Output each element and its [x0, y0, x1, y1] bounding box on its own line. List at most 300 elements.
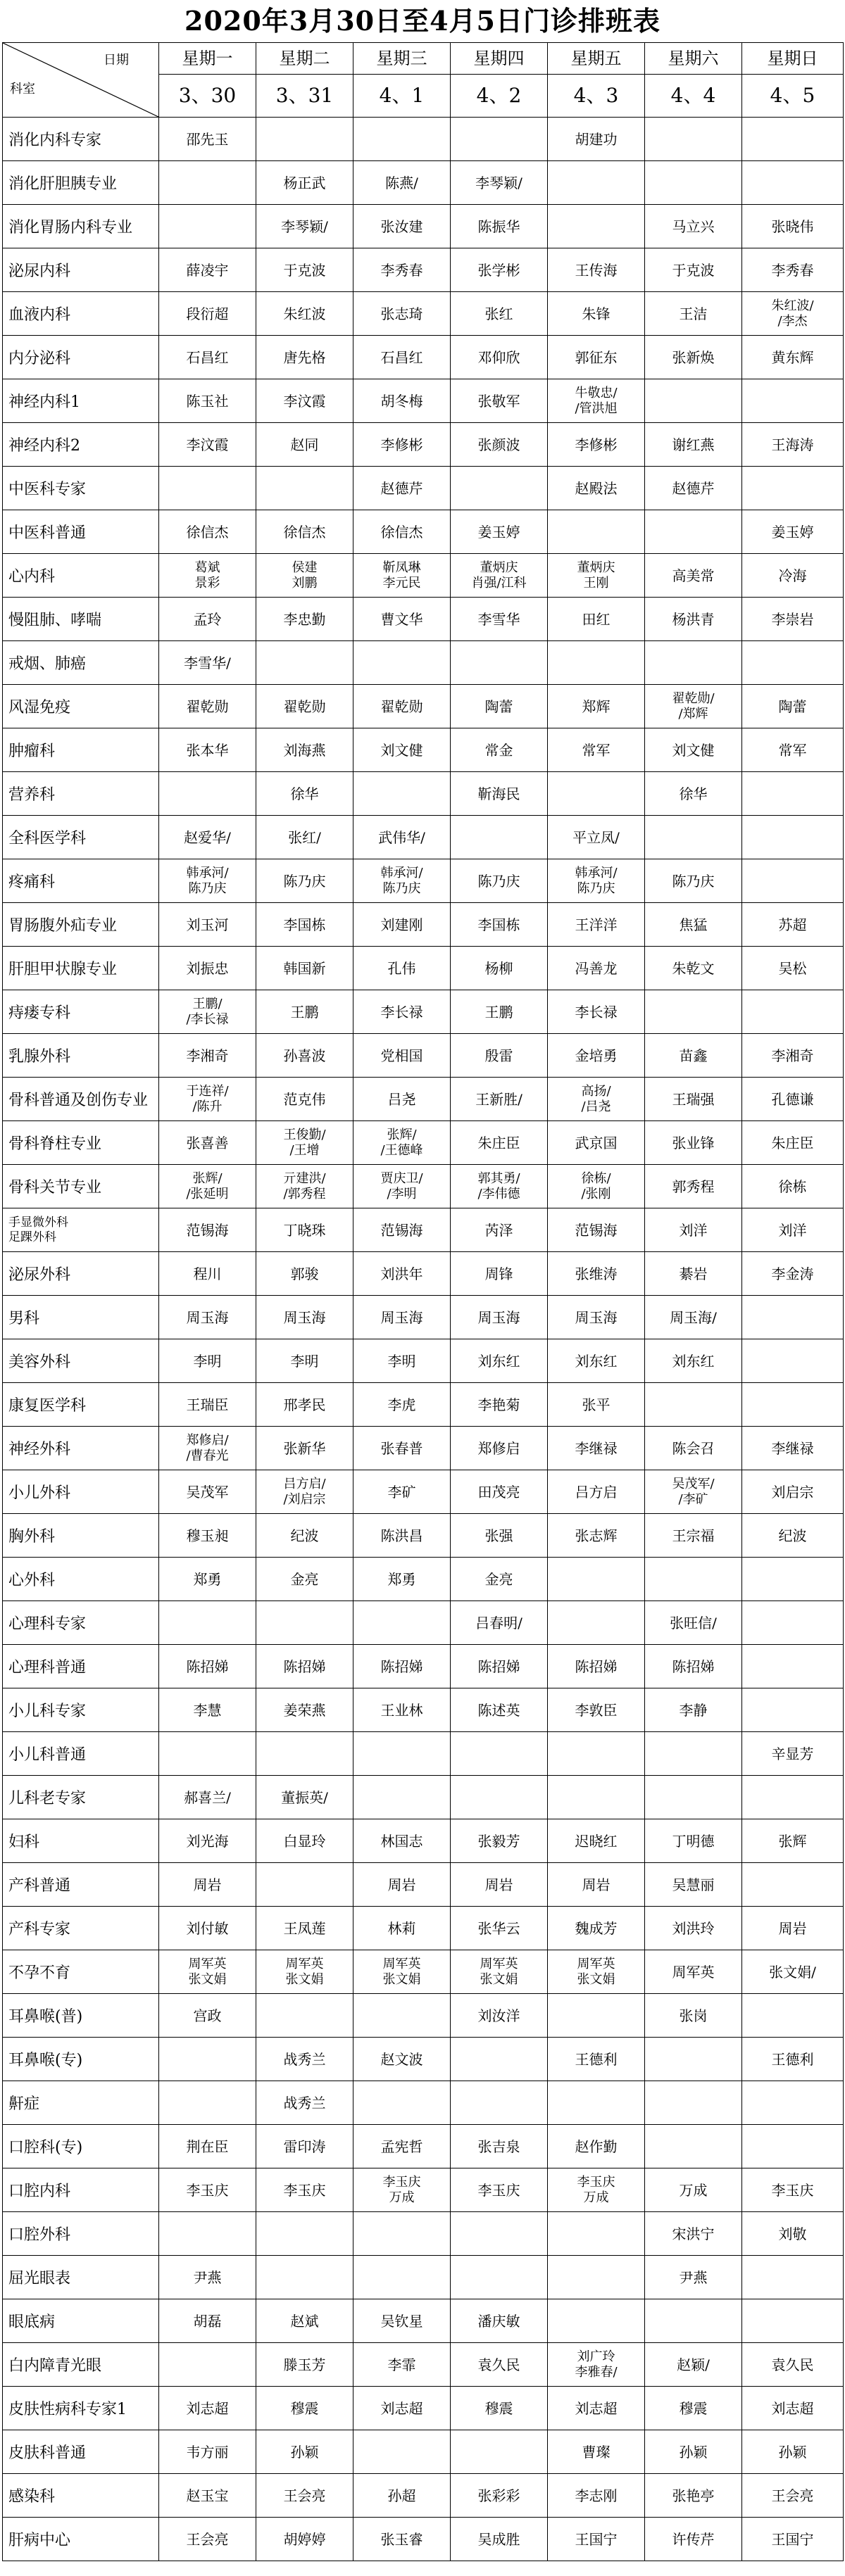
department-name: 神经内科2 — [3, 423, 159, 467]
doctor-cell: 谢红燕 — [645, 423, 742, 467]
doctor-cell: 于连祥/ /陈升 — [159, 1078, 256, 1121]
doctor-cell: 李玉庆 — [742, 2168, 844, 2212]
corner-dept-label: 科室 — [10, 82, 35, 96]
doctor-cell: 平立凤/ — [548, 816, 645, 859]
doctor-cell — [256, 1601, 353, 1645]
doctor-cell: 牛敬忠/ /管洪旭 — [548, 379, 645, 423]
doctor-cell — [645, 2299, 742, 2343]
doctor-cell — [645, 118, 742, 161]
doctor-cell — [645, 161, 742, 205]
doctor-cell: 李继禄 — [548, 1427, 645, 1470]
doctor-cell — [159, 2081, 256, 2125]
department-name: 产科普通 — [3, 1863, 159, 1907]
schedule-row — [3, 118, 844, 161]
department-name: 男科 — [3, 1296, 159, 1339]
doctor-cell — [353, 2081, 451, 2125]
doctor-cell: 王鹏 — [451, 990, 548, 1034]
doctor-cell — [742, 1339, 844, 1383]
doctor-cell — [742, 2125, 844, 2168]
doctor-cell: 金培勇 — [548, 1034, 645, 1078]
department-name: 戒烟、肺癌 — [3, 641, 159, 685]
doctor-cell: 孙颖 — [256, 2430, 353, 2474]
schedule-row — [3, 1994, 844, 2038]
doctor-cell: 李玉庆 万成 — [548, 2168, 645, 2212]
department-name: 营养科 — [3, 772, 159, 816]
doctor-cell: 段衍超 — [159, 292, 256, 336]
doctor-cell — [548, 2212, 645, 2256]
doctor-cell — [548, 641, 645, 685]
doctor-cell — [451, 118, 548, 161]
doctor-cell: 吴钦星 — [353, 2299, 451, 2343]
doctor-cell: 李雪华/ — [159, 641, 256, 685]
doctor-cell: 常军 — [742, 728, 844, 772]
doctor-cell: 刘洪玲 — [645, 1907, 742, 1950]
doctor-cell: 王会亮 — [159, 2518, 256, 2561]
corner-date-label: 日期 — [104, 53, 129, 68]
doctor-cell: 芮泽 — [451, 1208, 548, 1252]
doctor-cell: 王俊勤/ /王增 — [256, 1121, 353, 1165]
schedule-row — [3, 248, 844, 292]
schedule-row — [3, 947, 844, 990]
doctor-cell: 王国宁 — [548, 2518, 645, 2561]
doctor-cell — [645, 2038, 742, 2081]
schedule-body — [3, 118, 844, 2561]
doctor-cell: 亓建洪/ /郭秀程 — [256, 1165, 353, 1208]
doctor-cell — [353, 1776, 451, 1819]
doctor-cell: 林国志 — [353, 1819, 451, 1863]
doctor-cell: 孔德谦 — [742, 1078, 844, 1121]
doctor-cell: 刘文健 — [353, 728, 451, 772]
doctor-cell: 吴慧丽 — [645, 1863, 742, 1907]
doctor-cell: 王凤莲 — [256, 1907, 353, 1950]
doctor-cell: 刘汝洋 — [451, 1994, 548, 2038]
department-name: 不孕不育 — [3, 1950, 159, 1994]
doctor-cell: 殷雷 — [451, 1034, 548, 1078]
doctor-cell: 唐先格 — [256, 336, 353, 379]
doctor-cell: 陈乃庆 — [451, 859, 548, 903]
doctor-cell: 张玉睿 — [353, 2518, 451, 2561]
department-name: 心内科 — [3, 554, 159, 598]
doctor-cell: 李玉庆 — [256, 2168, 353, 2212]
doctor-cell: 周岩 — [353, 1863, 451, 1907]
doctor-cell: 吴成胜 — [451, 2518, 548, 2561]
doctor-cell: 杨柳 — [451, 947, 548, 990]
schedule-row — [3, 1819, 844, 1863]
department-name: 美容外科 — [3, 1339, 159, 1383]
doctor-cell — [451, 641, 548, 685]
department-name: 全科医学科 — [3, 816, 159, 859]
doctor-cell: 靳凤琳 李元民 — [353, 554, 451, 598]
department-name: 耳鼻喉(专) — [3, 2038, 159, 2081]
doctor-cell: 孙喜波 — [256, 1034, 353, 1078]
doctor-cell — [548, 1994, 645, 2038]
schedule-row — [3, 641, 844, 685]
schedule-row — [3, 1776, 844, 1819]
doctor-cell: 韩承河/ 陈乃庆 — [353, 859, 451, 903]
doctor-cell — [548, 205, 645, 248]
doctor-cell: 穆玉昶 — [159, 1514, 256, 1558]
department-name: 中医科专家 — [3, 467, 159, 510]
doctor-cell — [159, 1732, 256, 1776]
doctor-cell: 范锡海 — [353, 1208, 451, 1252]
doctor-cell: 刘东红 — [548, 1339, 645, 1383]
department-name: 痔瘘专科 — [3, 990, 159, 1034]
doctor-cell: 李秀春 — [353, 248, 451, 292]
schedule-row — [3, 336, 844, 379]
doctor-cell: 赵同 — [256, 423, 353, 467]
doctor-cell: 郑辉 — [548, 685, 645, 728]
doctor-cell: 侯建 刘鹏 — [256, 554, 353, 598]
doctor-cell: 徐信杰 — [353, 510, 451, 554]
schedule-row — [3, 205, 844, 248]
doctor-cell — [645, 2125, 742, 2168]
doctor-cell: 吴松 — [742, 947, 844, 990]
doctor-cell — [742, 772, 844, 816]
doctor-cell: 吕方启 — [548, 1470, 645, 1514]
doctor-cell — [159, 2343, 256, 2387]
doctor-cell — [353, 1994, 451, 2038]
doctor-cell: 穆震 — [645, 2387, 742, 2430]
schedule-row — [3, 161, 844, 205]
doctor-cell: 李秀春 — [742, 248, 844, 292]
doctor-cell: 刘志超 — [353, 2387, 451, 2430]
doctor-cell: 王新胜/ — [451, 1078, 548, 1121]
doctor-cell: 李雪华 — [451, 598, 548, 641]
doctor-cell: 吕尧 — [353, 1078, 451, 1121]
department-name: 乳腺外科 — [3, 1034, 159, 1078]
schedule-row — [3, 2256, 844, 2299]
doctor-cell: 张强 — [451, 1514, 548, 1558]
department-name: 疼痛科 — [3, 859, 159, 903]
doctor-cell — [742, 2299, 844, 2343]
doctor-cell: 冯善龙 — [548, 947, 645, 990]
doctor-cell: 刘洋 — [742, 1208, 844, 1252]
doctor-cell: 赵斌 — [256, 2299, 353, 2343]
doctor-cell: 宫政 — [159, 1994, 256, 2038]
doctor-cell: 杨洪青 — [645, 598, 742, 641]
doctor-cell: 纪波 — [742, 1514, 844, 1558]
doctor-cell: 张华云 — [451, 1907, 548, 1950]
schedule-row — [3, 1470, 844, 1514]
schedule-row — [3, 598, 844, 641]
header-row — [3, 43, 844, 118]
department-name: 心外科 — [3, 1558, 159, 1601]
doctor-cell: 常军 — [548, 728, 645, 772]
doctor-cell: 周玉海 — [256, 1296, 353, 1339]
doctor-cell: 冷海 — [742, 554, 844, 598]
department-name: 白内障青光眼 — [3, 2343, 159, 2387]
doctor-cell: 张新华 — [256, 1427, 353, 1470]
date-label: 4、2 — [451, 74, 547, 117]
weekday-label: 星期四 — [473, 49, 525, 68]
doctor-cell: 张辉 — [742, 1819, 844, 1863]
doctor-cell: 张颜波 — [451, 423, 548, 467]
doctor-cell: 李志刚 — [548, 2474, 645, 2518]
department-name: 小儿科专家 — [3, 1688, 159, 1732]
schedule-row — [3, 1208, 844, 1252]
doctor-cell — [159, 2038, 256, 2081]
doctor-cell — [256, 1863, 353, 1907]
schedule-row — [3, 1601, 844, 1645]
department-name: 神经外科 — [3, 1427, 159, 1470]
doctor-cell — [159, 161, 256, 205]
schedule-row — [3, 1383, 844, 1427]
doctor-cell: 周岩 — [159, 1863, 256, 1907]
doctor-cell: 张春普 — [353, 1427, 451, 1470]
doctor-cell: 纪波 — [256, 1514, 353, 1558]
doctor-cell — [645, 379, 742, 423]
department-name: 风湿免疫 — [3, 685, 159, 728]
department-name: 慢阻肺、哮喘 — [3, 598, 159, 641]
doctor-cell: 李静 — [645, 1688, 742, 1732]
page-title: 2020年3月30日至4月5日门诊排班表 — [184, 5, 661, 37]
schedule-row — [3, 1732, 844, 1776]
schedule-row — [3, 2518, 844, 2561]
doctor-cell: 薛凌宇 — [159, 248, 256, 292]
schedule-row — [3, 772, 844, 816]
doctor-cell: 徐信杰 — [159, 510, 256, 554]
doctor-cell: 李玉庆 — [159, 2168, 256, 2212]
schedule-row — [3, 1950, 844, 1994]
doctor-cell: 张敬军 — [451, 379, 548, 423]
doctor-cell: 穆震 — [451, 2387, 548, 2430]
doctor-cell — [742, 1863, 844, 1907]
doctor-cell — [451, 467, 548, 510]
doctor-cell — [742, 1776, 844, 1819]
doctor-cell: 韩承河/ 陈乃庆 — [159, 859, 256, 903]
doctor-cell: 周军英 张文娟 — [256, 1950, 353, 1994]
doctor-cell: 李湘奇 — [159, 1034, 256, 1078]
doctor-cell: 陈招娣 — [256, 1645, 353, 1688]
department-name: 儿科老专家 — [3, 1776, 159, 1819]
schedule-row — [3, 379, 844, 423]
corner-header — [3, 43, 159, 118]
doctor-cell: 刘光海 — [159, 1819, 256, 1863]
doctor-cell: 王瑞臣 — [159, 1383, 256, 1427]
doctor-cell: 周军英 张文娟 — [159, 1950, 256, 1994]
doctor-cell: 郭秀程 — [645, 1165, 742, 1208]
doctor-cell — [256, 118, 353, 161]
department-name: 中医科普通 — [3, 510, 159, 554]
department-name: 鼾症 — [3, 2081, 159, 2125]
doctor-cell — [451, 2212, 548, 2256]
doctor-cell: 张旺信/ — [645, 1601, 742, 1645]
doctor-cell: 郑勇 — [159, 1558, 256, 1601]
doctor-cell: 郑修启 — [451, 1427, 548, 1470]
department-name: 肝胆甲状腺专业 — [3, 947, 159, 990]
doctor-cell — [548, 510, 645, 554]
schedule-row — [3, 2125, 844, 2168]
doctor-cell — [548, 1601, 645, 1645]
doctor-cell: 张红 — [451, 292, 548, 336]
department-name: 口腔科(专) — [3, 2125, 159, 2168]
doctor-cell — [256, 467, 353, 510]
doctor-cell: 李琴颖/ — [451, 161, 548, 205]
doctor-cell: 刘志超 — [742, 2387, 844, 2430]
doctor-cell: 孙颖 — [742, 2430, 844, 2474]
doctor-cell: 李玉庆 万成 — [353, 2168, 451, 2212]
department-name: 心理科普通 — [3, 1645, 159, 1688]
doctor-cell: 李忠勤 — [256, 598, 353, 641]
doctor-cell: 王传海 — [548, 248, 645, 292]
schedule-row — [3, 1339, 844, 1383]
doctor-cell — [742, 379, 844, 423]
schedule-row — [3, 1863, 844, 1907]
doctor-cell — [645, 990, 742, 1034]
doctor-cell: 党相国 — [353, 1034, 451, 1078]
doctor-cell: 赵德芹 — [353, 467, 451, 510]
doctor-cell: 孙超 — [353, 2474, 451, 2518]
doctor-cell: 周玉海 — [548, 1296, 645, 1339]
doctor-cell: 翟乾勋 — [159, 685, 256, 728]
doctor-cell: 张喜善 — [159, 1121, 256, 1165]
department-name: 泌尿外科 — [3, 1252, 159, 1296]
doctor-cell: 胡磊 — [159, 2299, 256, 2343]
doctor-cell: 张学彬 — [451, 248, 548, 292]
doctor-cell: 贾庆卫/ /李明 — [353, 1165, 451, 1208]
doctor-cell: 刘志超 — [548, 2387, 645, 2430]
doctor-cell: 王瑞强 — [645, 1078, 742, 1121]
doctor-cell: 张志琦 — [353, 292, 451, 336]
doctor-cell: 李国栋 — [256, 903, 353, 947]
doctor-cell: 孟玲 — [159, 598, 256, 641]
doctor-cell: 吴茂军/ /李矿 — [645, 1470, 742, 1514]
doctor-cell — [742, 118, 844, 161]
doctor-cell — [548, 1776, 645, 1819]
weekday-label: 星期六 — [668, 49, 719, 68]
doctor-cell: 范克伟 — [256, 1078, 353, 1121]
department-name: 骨科关节专业 — [3, 1165, 159, 1208]
doctor-cell: 陈招娣 — [451, 1645, 548, 1688]
department-name: 泌尿内科 — [3, 248, 159, 292]
doctor-cell: 赵玉宝 — [159, 2474, 256, 2518]
doctor-cell: 李矿 — [353, 1470, 451, 1514]
schedule-row — [3, 2430, 844, 2474]
department-name: 眼底病 — [3, 2299, 159, 2343]
doctor-cell: 綦岩 — [645, 1252, 742, 1296]
date-label: 3、30 — [159, 74, 256, 117]
doctor-cell: 董振英/ — [256, 1776, 353, 1819]
doctor-cell: 朱红波/ /李杰 — [742, 292, 844, 336]
doctor-cell: 李金涛 — [742, 1252, 844, 1296]
department-name: 皮肤科普通 — [3, 2430, 159, 2474]
doctor-cell: 辛显芳 — [742, 1732, 844, 1776]
doctor-cell: 于克波 — [256, 248, 353, 292]
schedule-row — [3, 1252, 844, 1296]
doctor-cell: 董炳庆 肖强/江科 — [451, 554, 548, 598]
doctor-cell — [548, 1558, 645, 1601]
doctor-cell: 陈招娣 — [159, 1645, 256, 1688]
doctor-cell: 李明 — [353, 1339, 451, 1383]
doctor-cell: 郝喜兰/ — [159, 1776, 256, 1819]
doctor-cell: 田茂亮 — [451, 1470, 548, 1514]
doctor-cell: 常金 — [451, 728, 548, 772]
doctor-cell: 潘庆敏 — [451, 2299, 548, 2343]
doctor-cell: 丁晓珠 — [256, 1208, 353, 1252]
doctor-cell: 苏超 — [742, 903, 844, 947]
doctor-cell: 刘志超 — [159, 2387, 256, 2430]
doctor-cell: 高扬/ /吕尧 — [548, 1078, 645, 1121]
doctor-cell: 李虎 — [353, 1383, 451, 1427]
department-name: 屈光眼表 — [3, 2256, 159, 2299]
doctor-cell: 陈招娣 — [353, 1645, 451, 1688]
doctor-cell: 韩国新 — [256, 947, 353, 990]
doctor-cell: 徐栋/ /张刚 — [548, 1165, 645, 1208]
doctor-cell: 赵文波 — [353, 2038, 451, 2081]
doctor-cell — [159, 205, 256, 248]
doctor-cell: 刘东红 — [451, 1339, 548, 1383]
department-name: 感染科 — [3, 2474, 159, 2518]
doctor-cell: 武伟华/ — [353, 816, 451, 859]
doctor-cell — [742, 1383, 844, 1427]
doctor-cell: 马立兴 — [645, 205, 742, 248]
doctor-cell: 周军英 张文娟 — [451, 1950, 548, 1994]
doctor-cell: 刘建刚 — [353, 903, 451, 947]
doctor-cell: 张本华 — [159, 728, 256, 772]
doctor-cell: 陶蕾 — [742, 685, 844, 728]
schedule-row — [3, 510, 844, 554]
doctor-cell: 郭征东 — [548, 336, 645, 379]
doctor-cell: 周岩 — [742, 1907, 844, 1950]
department-name: 肝病中心 — [3, 2518, 159, 2561]
doctor-cell: 徐栋 — [742, 1165, 844, 1208]
doctor-cell: 徐信杰 — [256, 510, 353, 554]
doctor-cell: 战秀兰 — [256, 2081, 353, 2125]
doctor-cell — [645, 510, 742, 554]
schedule-row — [3, 2212, 844, 2256]
doctor-cell: 孔伟 — [353, 947, 451, 990]
doctor-cell — [353, 2430, 451, 2474]
date-label: 4、5 — [742, 74, 843, 117]
doctor-cell: 袁久民 — [451, 2343, 548, 2387]
schedule-row — [3, 1558, 844, 1601]
doctor-cell: 刘玉河 — [159, 903, 256, 947]
schedule-row — [3, 1688, 844, 1732]
weekday-label: 星期五 — [570, 49, 622, 68]
schedule-table — [2, 42, 844, 2561]
doctor-cell: 王会亮 — [742, 2474, 844, 2518]
department-name: 口腔外科 — [3, 2212, 159, 2256]
doctor-cell: 王业林 — [353, 1688, 451, 1732]
doctor-cell: 葛斌 景彩 — [159, 554, 256, 598]
schedule-row — [3, 685, 844, 728]
doctor-cell: 穆震 — [256, 2387, 353, 2430]
doctor-cell: 李明 — [159, 1339, 256, 1383]
schedule-row — [3, 2299, 844, 2343]
doctor-cell: 李慧 — [159, 1688, 256, 1732]
doctor-cell — [159, 467, 256, 510]
doctor-cell: 周军英 — [645, 1950, 742, 1994]
doctor-cell: 万成 — [645, 2168, 742, 2212]
doctor-cell: 刘敬 — [742, 2212, 844, 2256]
schedule-row — [3, 1034, 844, 1078]
doctor-cell — [159, 1601, 256, 1645]
doctor-cell: 张吉泉 — [451, 2125, 548, 2168]
doctor-cell — [159, 2212, 256, 2256]
doctor-cell: 朱庄臣 — [451, 1121, 548, 1165]
doctor-cell — [256, 1732, 353, 1776]
department-name: 口腔内科 — [3, 2168, 159, 2212]
doctor-cell — [645, 641, 742, 685]
doctor-cell: 魏成芳 — [548, 1907, 645, 1950]
doctor-cell: 田红 — [548, 598, 645, 641]
doctor-cell: 丁明德 — [645, 1819, 742, 1863]
doctor-cell: 曹璨 — [548, 2430, 645, 2474]
doctor-cell: 陈振华 — [451, 205, 548, 248]
doctor-cell: 翟乾勋 — [256, 685, 353, 728]
doctor-cell — [353, 641, 451, 685]
doctor-cell: 刘文健 — [645, 728, 742, 772]
